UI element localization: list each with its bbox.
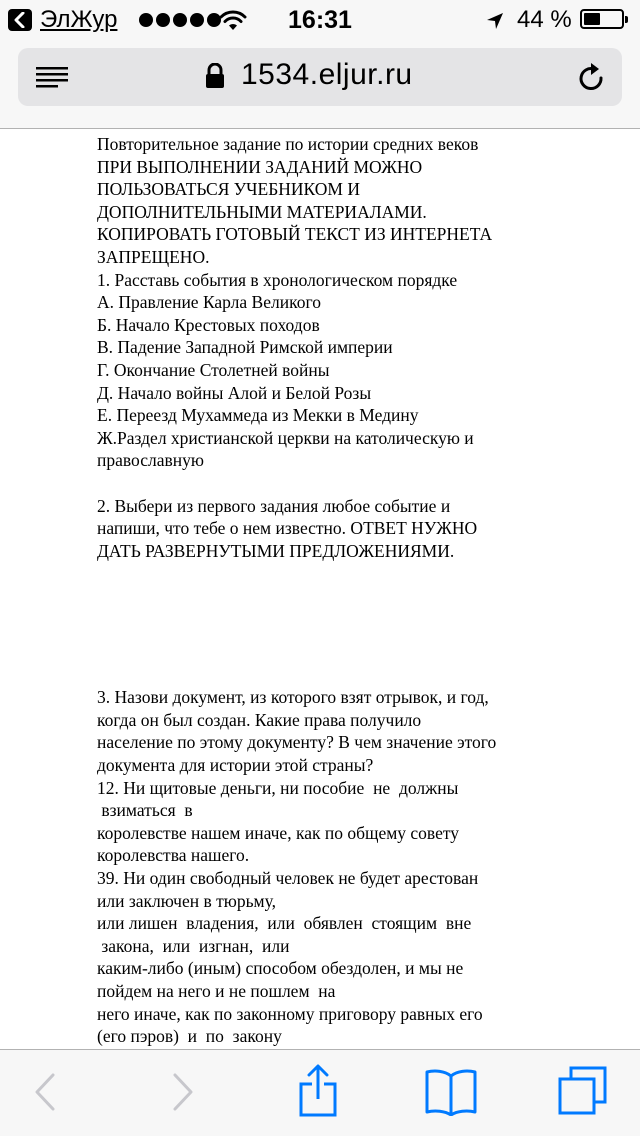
- task-3: [97, 686, 547, 1048]
- header-line: ПРИ ВЫПОЛНЕНИИ ЗАДАНИЙ МОЖНО: [97, 156, 423, 177]
- task-1-line: Б. Начало Крестовых походов: [97, 314, 320, 335]
- task-3-line: королевства нашего.: [97, 845, 250, 866]
- answer-space: [97, 562, 547, 686]
- reload-icon[interactable]: [578, 62, 606, 92]
- task-3-line: документа для истории этой страны?: [97, 755, 374, 776]
- task-1-line: В. Падение Западной Римской империи: [97, 337, 393, 358]
- task-3-line: него иначе, как по законному приговору равных его: [97, 1003, 483, 1024]
- share-icon[interactable]: [298, 1064, 338, 1118]
- location-arrow-icon: [485, 11, 505, 31]
- task-1-line: 1. Расставь события в хронологическом порядке: [97, 269, 458, 290]
- task-1: [97, 269, 547, 472]
- bookmarks-icon[interactable]: [425, 1068, 477, 1116]
- battery-icon: [580, 9, 624, 29]
- task-1-line: Д. Начало войны Алой и Белой Розы: [97, 382, 372, 403]
- lock-icon: [205, 63, 225, 89]
- task-3-line: взиматься в: [97, 800, 193, 821]
- task-1-line: Ж.Раздел христианской церкви на католическую и: [97, 427, 474, 448]
- header-line: КОПИРОВАТЬ ГОТОВЫЙ ТЕКСТ ИЗ ИНТЕРНЕТА: [97, 224, 493, 245]
- task-3-line: или лишен владения, или обявлен стоящим вне: [97, 913, 472, 934]
- header-line: ПОЛЬЗОВАТЬСЯ УЧЕБНИКОМ И: [97, 179, 360, 200]
- reader-menu-icon[interactable]: [36, 66, 68, 88]
- browser-toolbar: [0, 1049, 640, 1136]
- forward-arrow-icon[interactable]: [172, 1072, 194, 1112]
- header-line: Повторительное задание по истории средних веков: [97, 134, 479, 154]
- address-bar[interactable]: [18, 48, 622, 106]
- header-line: ЗАПРЕЩЕНО.: [97, 246, 210, 267]
- browser-nav-bar: [0, 40, 640, 129]
- task-3-line: (его пэров) и по закону: [97, 1026, 282, 1047]
- task-1-line: православную: [97, 450, 204, 471]
- assignment-document: [97, 133, 547, 1048]
- task-3-line: население по этому документу? В чем значение этого: [97, 732, 497, 753]
- battery-percent: 44 %: [517, 6, 572, 33]
- task-1-line: А. Правление Карла Великого: [97, 292, 321, 313]
- task-3-line: каким-либо (иным) способом обездолен, и мы не: [97, 958, 464, 979]
- header-line: ДОПОЛНИТЕЛЬНЫМИ МАТЕРИАЛАМИ.: [97, 201, 427, 222]
- task-3-line: когда он был создан. Какие права получило: [97, 709, 422, 730]
- task-3-line: 12. Ни щитовые деньги, ни пособие не должны: [97, 777, 459, 798]
- task-3-line: королевстве нашем иначе, как по общему совету: [97, 822, 460, 843]
- clock: 16:31: [288, 6, 352, 34]
- tabs-icon[interactable]: [558, 1066, 608, 1116]
- task-3-line: 39. Ни один свободный человек не будет арестован: [97, 868, 479, 889]
- web-content[interactable]: [0, 129, 640, 1049]
- task-2-line: напиши, что тебе о нем известно. ОТВЕТ НУЖНО: [97, 518, 478, 539]
- url-text[interactable]: 1534.eljur.ru: [241, 58, 413, 91]
- task-3-line: или заключен в тюрьму,: [97, 890, 277, 911]
- status-bar: [0, 0, 640, 40]
- task-3-line: пойдем на него и не пошлем на: [97, 981, 336, 1001]
- task-3-line: 3. Назови документ, из которого взят отрывок, и год,: [97, 687, 489, 708]
- assignment-header: [97, 133, 547, 269]
- back-arrow-icon[interactable]: [34, 1072, 56, 1112]
- task-3-line: закона, или изгнан, или: [97, 935, 290, 956]
- task-2: [97, 495, 547, 563]
- task-2-line: ДАТЬ РАЗВЕРНУТЫМИ ПРЕДЛОЖЕНИЯМИ.: [97, 540, 455, 561]
- back-to-app-label[interactable]: ЭлЖур: [40, 6, 118, 33]
- task-2-line: 2. Выбери из первого задания любое событие и: [97, 495, 451, 516]
- task-1-line: Е. Переезд Мухаммеда из Мекки в Медину: [97, 405, 419, 426]
- task-1-line: Г. Окончание Столетней войны: [97, 359, 330, 380]
